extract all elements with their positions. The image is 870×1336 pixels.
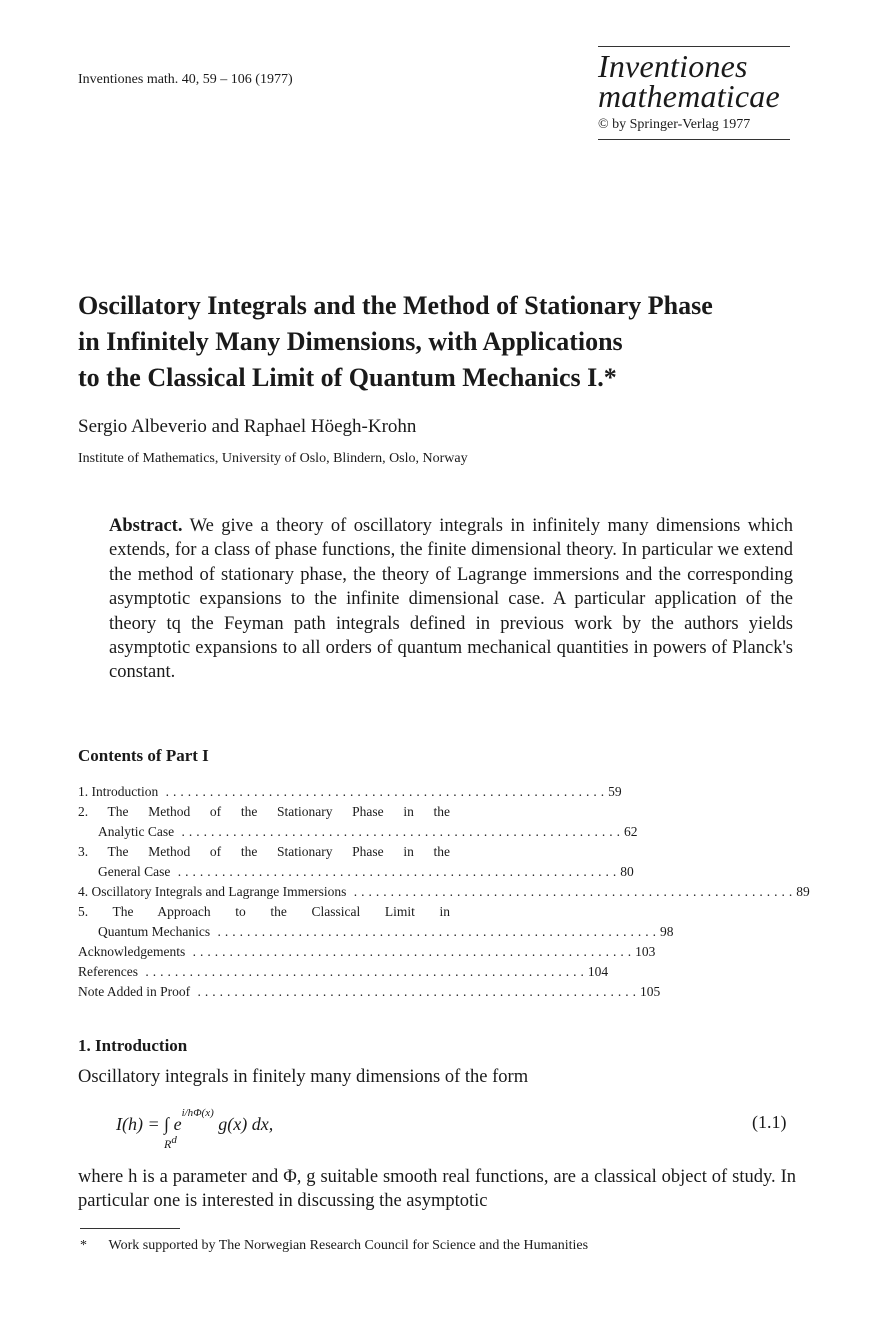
footnote-text: Work supported by The Norwegian Research Council for Science and the Humanities — [108, 1238, 589, 1253]
equation-lhs: I(h) = ∫ — [116, 1114, 170, 1134]
masthead-top-rule — [598, 46, 790, 47]
equation-exponent-func: Φ(x) — [193, 1107, 214, 1119]
toc-page-number: 105 — [640, 984, 661, 999]
affiliation: Institute of Mathematics, University of Oslo, Blindern, Oslo, Norway — [78, 451, 468, 466]
abstract — [109, 514, 793, 685]
toc-leader-dots: ............................................................ — [170, 864, 621, 879]
toc-page-number: 103 — [635, 944, 656, 959]
toc-entry-title-line2: General Case — [98, 864, 171, 879]
toc-entry — [78, 962, 609, 982]
toc-entry-title: 4. Oscillatory Integrals and Lagrange Immersions — [78, 884, 347, 899]
equation-integrand: g(x) dx, — [218, 1114, 274, 1134]
toc-page-number: 89 — [796, 884, 810, 899]
toc-page-number: 59 — [608, 784, 622, 799]
journal-name-line2: mathematicae — [598, 78, 780, 114]
contents-heading: Contents of Part I — [78, 746, 209, 765]
section-heading: 1. Introduction — [78, 1036, 188, 1055]
journal-name-line1: Inventiones — [598, 48, 748, 84]
footnote-rule — [80, 1228, 180, 1229]
copyright-notice: © by Springer-Verlag 1977 — [598, 117, 751, 132]
toc-leader-dots: ............................................................ — [346, 884, 797, 899]
toc-page-number: 62 — [623, 824, 638, 839]
toc-entry — [78, 842, 634, 882]
toc-entry-title-line1: 2. The Method of the Stationary Phase in the — [78, 804, 450, 819]
toc-entry — [78, 802, 638, 842]
title-line-3: to the Classical Limit of Quantum Mechanics I.* — [78, 363, 617, 392]
toc-entry-title: 1. Introduction — [78, 784, 159, 799]
toc-leader-dots: ............................................................ — [185, 944, 636, 959]
equation-domain — [164, 1134, 177, 1152]
equation-base: e — [173, 1114, 182, 1134]
toc-leader-dots: ............................................................ — [137, 964, 588, 979]
toc-entry — [78, 942, 656, 962]
equation-number: (1.1) — [752, 1112, 787, 1132]
domain-dimension: d — [171, 1134, 177, 1146]
toc-entry-title-line1: 3. The Method of the Stationary Phase in the — [78, 844, 450, 859]
toc-entry — [78, 982, 661, 1002]
toc-entry — [78, 882, 810, 902]
footnote-marker: * — [80, 1238, 87, 1253]
toc-entry-title-line2: Analytic Case — [98, 824, 175, 839]
journal-reference: Inventiones math. 40, 59 – 106 (1977) — [78, 72, 293, 87]
table-of-contents — [78, 782, 810, 1002]
title-line-1: Oscillatory Integrals and the Method of Stationary Phase — [78, 291, 713, 320]
intro-paragraph: Oscillatory integrals in finitely many dimensions of the form — [78, 1067, 529, 1087]
after-equation-paragraph: where h is a parameter and Φ, g suitable smooth real functions, are a classical object of study. In particular one is interested in discussing the asymptotic — [78, 1167, 796, 1212]
toc-entry-title-line2: Quantum Mechanics — [98, 924, 211, 939]
footnote — [80, 1238, 588, 1254]
article-title — [78, 288, 713, 396]
masthead-bottom-rule — [598, 139, 790, 140]
toc-entry — [78, 782, 622, 802]
abstract-label: Abstract. — [109, 516, 183, 536]
equation-exponent-frac: i/h — [181, 1107, 194, 1119]
toc-leader-dots: ............................................................ — [158, 784, 609, 799]
toc-entry-title: References — [78, 964, 138, 979]
toc-entry-title-line1: 5. The Approach to the Classical Limit in — [78, 904, 450, 919]
toc-page-number: 104 — [587, 964, 609, 979]
toc-entry-title: Note Added in Proof — [78, 984, 191, 999]
domain-symbol: R — [164, 1137, 172, 1151]
toc-entry-title: Acknowledgements — [78, 944, 186, 959]
toc-leader-dots: ............................................................ — [174, 824, 624, 839]
toc-leader-dots: ............................................................ — [210, 924, 660, 939]
authors: Sergio Albeverio and Raphael Höegh-Krohn — [78, 416, 417, 437]
abstract-text: We give a theory of oscillatory integrals in infinitely many dimensions which extends, for a class of phase functions, the finite dimensional theory. In particular we extend the method of stationary phase, the theory of Lagrange immersions and the corresponding asymptotic expansions to the infinite dimensional case. A particular application of the theory tq the Feyman path integrals defined in previous work by the authors yields asymptotic expansions to all orders of quantum mechanical quantities in powers of Planck's constant. — [109, 516, 794, 683]
toc-entry — [78, 902, 674, 942]
toc-page-number: 98 — [659, 924, 674, 939]
title-line-2: in Infinitely Many Dimensions, with Applications — [78, 327, 623, 356]
journal-masthead — [598, 46, 790, 140]
equation-1-1 — [116, 1100, 274, 1151]
toc-page-number: 80 — [620, 864, 634, 879]
toc-leader-dots: ............................................................ — [190, 984, 640, 999]
